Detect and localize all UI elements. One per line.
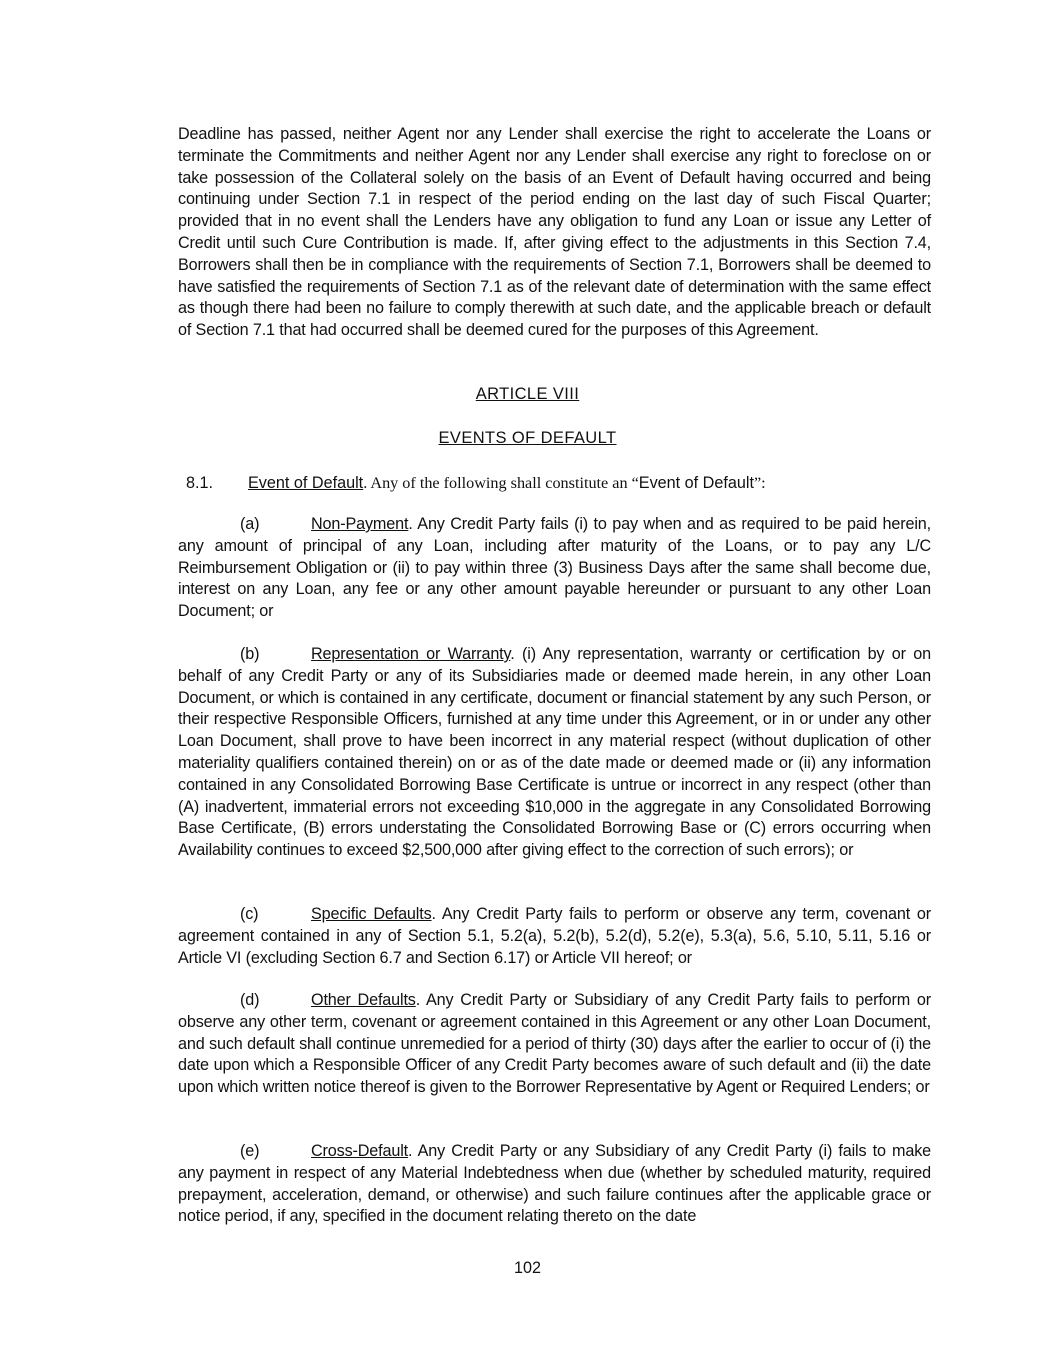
section-number: 8.1. bbox=[186, 474, 214, 492]
article-heading-text: ARTICLE VIII bbox=[475, 385, 580, 403]
clause-d-paragraph bbox=[178, 990, 931, 1099]
clause-a bbox=[178, 514, 931, 623]
section-lead-in: . Any of the following shall constitute an “ bbox=[363, 474, 639, 492]
clause-b-title: Representation or Warranty bbox=[311, 645, 511, 663]
clause-a-label: (a) bbox=[240, 515, 260, 533]
section-defined-term: Event of Default bbox=[638, 474, 754, 492]
clause-e-text: . Any Credit Party or any Subsidiary of any Credit Party (i) fails to make any payment in respect of any Material Indebtedness when due (whether by scheduled maturity, required prepayment, acceleration, demand, or otherwise) and such failure continues after the applicable grace or notice period, if any, specified in the document relating thereto on the date bbox=[178, 1142, 931, 1226]
article-title-text: EVENTS OF DEFAULT bbox=[438, 429, 617, 447]
clause-e-title: Cross-Default bbox=[311, 1142, 409, 1160]
section-lead-out: ”: bbox=[753, 474, 766, 492]
page-number: 102 bbox=[513, 1259, 541, 1277]
clause-c-paragraph bbox=[178, 904, 931, 969]
clause-d-label: (d) bbox=[240, 991, 260, 1009]
clause-e-paragraph bbox=[178, 1141, 931, 1228]
clause-b-paragraph bbox=[178, 644, 931, 862]
clause-e-label: (e) bbox=[240, 1142, 260, 1160]
clause-c-text: . Any Credit Party fails to perform or observe any term, covenant or agreement contained in any of Section 5.1, 5.2(a), 5.2(b), 5.2(d), 5.2(e), 5.3(a), 5.6, 5.10, 5.11, 5.16 or Article VI (excluding Section 6.7 and Section 6.17) or Article VII hereof; or bbox=[178, 905, 931, 967]
clause-a-paragraph bbox=[178, 514, 931, 623]
clause-d bbox=[178, 990, 931, 1099]
clause-b-label: (b) bbox=[240, 645, 260, 663]
clause-b bbox=[178, 644, 931, 862]
clause-a-text: . Any Credit Party fails (i) to pay when and as required to be paid herein, any amount of principal of any Loan, including after maturity of the Loans, or to pay any L/C Reimbursement Obligation or (ii) to pay within three (3) Business Days after the same shall become due, interest on any Loan, any fee or any other amount payable hereunder or pursuant to any other Loan Document; or bbox=[178, 515, 931, 621]
clause-c-label: (c) bbox=[240, 905, 259, 923]
clause-c-title: Specific Defaults bbox=[311, 905, 432, 923]
clause-b-text: . (i) Any representation, warranty or certification by or on behalf of any Credit Party or any of its Subsidiaries made or deemed made herein, in any other Loan Document, or which is contained in any certificate, document or financial statement by any such Person, or their respective Responsible Officers, furnished at any time under this Agreement, or in or under any other Loan Document, shall prove to have been incorrect in any material respect (without duplication of other materiality qualifiers contained therein) on or as of the date made or deemed made or (ii) any information contained in any Consolidated Borrowing Base Certificate is untrue or incorrect in any respect (other than (A) inadvertent, immaterial errors not exceeding $10,000 in the aggregate in any Consolidated Borrowing Base Certificate, (B) errors understating the Consolidated Borrowing Base or (C) errors occurring when Availability continues to exceed $2,500,000 after giving effect to the correction of such errors); or bbox=[178, 645, 931, 860]
article-heading bbox=[0, 385, 1055, 404]
clause-a-title: Non-Payment bbox=[311, 515, 409, 533]
clause-e bbox=[178, 1141, 931, 1228]
clause-c bbox=[178, 904, 931, 969]
clause-d-title: Other Defaults bbox=[311, 991, 416, 1009]
intro-block bbox=[178, 124, 931, 342]
section-title: Event of Default bbox=[248, 474, 364, 492]
section-8-1-heading bbox=[186, 473, 766, 495]
clause-d-text: . Any Credit Party or Subsidiary of any Credit Party fails to perform or observe any other term, covenant or agreement contained in this Agreement or any other Loan Document, and such default shall continue unremedied for a period of thirty (30) days after the earlier to occur of (i) the date upon which a Responsible Officer of any Credit Party becomes aware of such default and (ii) the date upon which written notice thereof is given to the Borrower Representative by Agent or Required Lenders; or bbox=[178, 991, 932, 1097]
intro-paragraph: Deadline has passed, neither Agent nor any Lender shall exercise the right to accelerate the Loans or terminate the Commitments and neither Agent nor any Lender shall exercise any right to foreclose on or take possession of the Collateral solely on the basis of an Event of Default having occurred and being continuing under Section 7.1 in respect of the period ending on the last day of such Fiscal Quarter; provided that in no event shall the Lenders have any obligation to fund any Loan or issue any Letter of Credit until such Cure Contribution is made. If, after giving effect to the adjustments in this Section 7.4, Borrowers shall then be in compliance with the requirements of Section 7.1, Borrowers shall be deemed to have satisfied the requirements of Section 7.1 as of the relevant date of determination with the same effect as though there had been no failure to comply therewith at such date, and the applicable breach or default of Section 7.1 that had occurred shall be deemed cured for the purposes of this Agreement. bbox=[178, 125, 931, 340]
article-title bbox=[0, 429, 1055, 448]
